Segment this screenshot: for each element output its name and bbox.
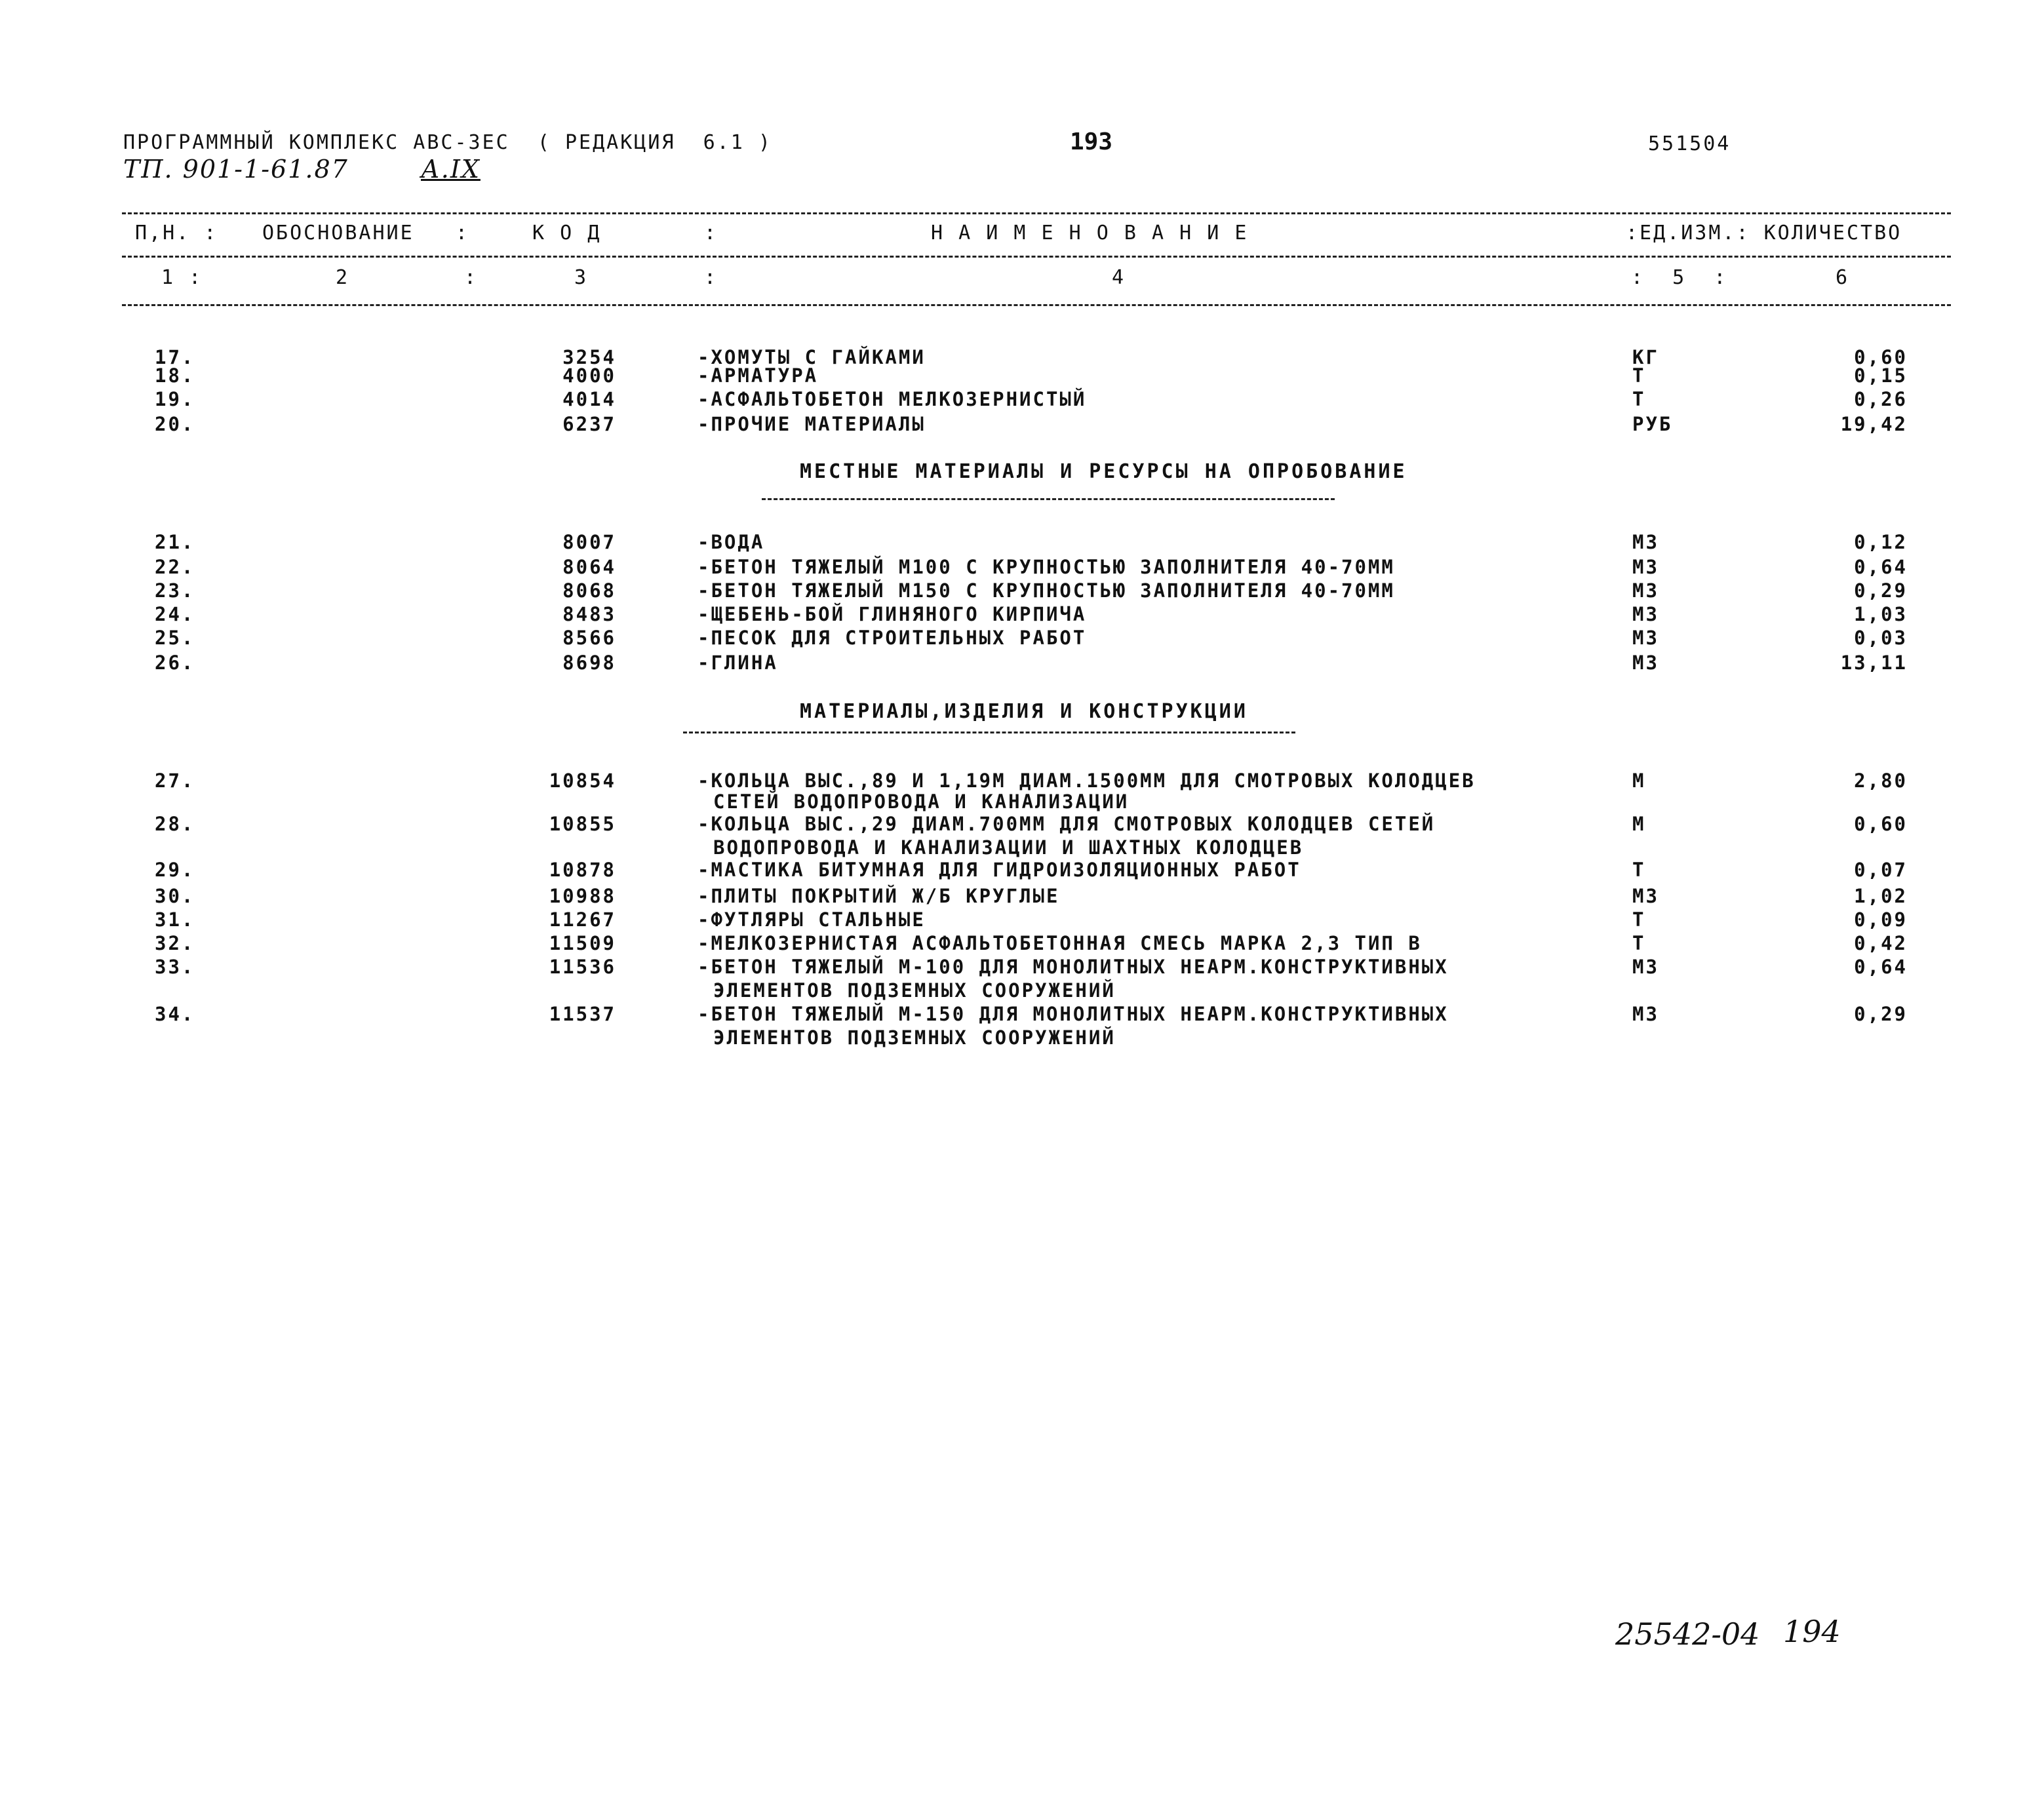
row-name-continuation: СЕТЕЙ ВОДОПРОВОДА И КАНАЛИЗАЦИИ xyxy=(713,791,1130,813)
row-number: 22. xyxy=(155,556,195,578)
section-title-local-materials: МЕСТНЫЕ МАТЕРИАЛЫ И РЕСУРСЫ НА ОПРОБОВАНИЕ xyxy=(800,460,1407,483)
row-name-continuation: ЭЛЕМЕНТОВ ПОДЗЕМНЫХ СООРУЖЕНИЙ xyxy=(713,979,1116,1002)
row-code: 11509 xyxy=(549,932,616,954)
row-unit: М xyxy=(1632,770,1646,792)
row-code: 10854 xyxy=(549,770,616,792)
project-stamp: ТП. 901-1-61.87 xyxy=(123,155,349,184)
row-quantity: 2,80 xyxy=(1854,770,1908,792)
row-code: 10855 xyxy=(549,813,616,835)
col-header-num: П,Н. : xyxy=(135,222,218,244)
document-code: 551504 xyxy=(1648,132,1731,155)
table-row xyxy=(0,413,2044,437)
row-unit: М3 xyxy=(1632,556,1659,578)
program-header: ПРОГРАММНЫЙ КОМПЛЕКС АВС-ЗЕС ( РЕДАКЦИЯ 6.1 ) xyxy=(123,131,772,154)
row-name: -АСФАЛЬТОБЕТОН МЕЛКОЗЕРНИСТЫЙ xyxy=(698,388,1087,410)
row-quantity: 1,02 xyxy=(1854,885,1908,907)
row-quantity: 0,60 xyxy=(1854,813,1908,835)
row-number: 32. xyxy=(155,932,195,954)
row-name: -МЕЛКОЗЕРНИСТАЯ АСФАЛЬТОБЕТОННАЯ СМЕСЬ МАРКА 2,3 ТИП В xyxy=(698,932,1422,954)
row-unit: Т xyxy=(1632,388,1646,410)
row-quantity: 1,03 xyxy=(1854,603,1908,625)
handwritten-code: 25542-04 xyxy=(1615,1616,1760,1652)
row-code: 10988 xyxy=(549,885,616,907)
row-number: 31. xyxy=(155,908,195,931)
row-quantity: 0,29 xyxy=(1854,579,1908,602)
row-number: 23. xyxy=(155,579,195,602)
row-quantity: 13,11 xyxy=(1840,652,1908,674)
row-code: 11267 xyxy=(549,908,616,931)
table-row xyxy=(0,579,2044,603)
row-unit: М3 xyxy=(1632,531,1659,553)
table-row xyxy=(0,388,2044,412)
row-name: -КОЛЬЦА ВЫС.,29 ДИАМ.700ММ ДЛЯ СМОТРОВЫХ КОЛОДЦЕВ СЕТЕЙ xyxy=(698,813,1436,835)
row-name: -ФУТЛЯРЫ СТАЛЬНЫЕ xyxy=(698,908,926,931)
handwritten-page-number: 194 xyxy=(1783,1614,1841,1649)
col-header-sep: : xyxy=(704,222,718,244)
row-quantity: 0,60 xyxy=(1854,346,1908,368)
table-top-rule xyxy=(122,212,1951,214)
row-unit: Т xyxy=(1632,908,1646,931)
row-number: 18. xyxy=(155,364,195,387)
row-unit: М3 xyxy=(1632,579,1659,602)
table-row xyxy=(0,885,2044,908)
table-row xyxy=(0,1003,2044,1026)
col-header-code: К О Д xyxy=(532,222,602,244)
table-row xyxy=(0,652,2044,675)
row-name: -ЩЕБЕНЬ-БОЙ ГЛИНЯНОГО КИРПИЧА xyxy=(698,603,1087,625)
row-quantity: 0,42 xyxy=(1854,932,1908,954)
row-name: -БЕТОН ТЯЖЕЛЫЙ М150 С КРУПНОСТЬЮ ЗАПОЛНИТЕЛЯ 40-70ММ xyxy=(698,579,1395,602)
row-code: 8483 xyxy=(562,603,616,625)
row-quantity: 0,12 xyxy=(1854,531,1908,553)
row-number: 24. xyxy=(155,603,195,625)
row-quantity: 0,64 xyxy=(1854,556,1908,578)
row-number: 28. xyxy=(155,813,195,835)
col-number-3: 3 xyxy=(574,266,589,289)
row-code: 11536 xyxy=(549,956,616,978)
row-unit: Т xyxy=(1632,859,1646,881)
table-row xyxy=(0,364,2044,388)
row-unit: М3 xyxy=(1632,885,1659,907)
row-unit: М3 xyxy=(1632,627,1659,649)
table-row xyxy=(0,859,2044,882)
table-row xyxy=(0,603,2044,627)
row-number: 20. xyxy=(155,413,195,435)
row-unit: М3 xyxy=(1632,956,1659,978)
row-unit: Т xyxy=(1632,932,1646,954)
row-unit: М3 xyxy=(1632,603,1659,625)
col-number-4: 4 xyxy=(1112,266,1126,289)
col-number-5: : 5 : xyxy=(1631,266,1728,289)
row-code: 6237 xyxy=(562,413,616,435)
row-code: 4014 xyxy=(562,388,616,410)
row-name: -ПЛИТЫ ПОКРЫТИЙ Ж/Б КРУГЛЫЕ xyxy=(698,885,1060,907)
row-quantity: 19,42 xyxy=(1840,413,1908,435)
col-number-2: 2 xyxy=(336,266,350,289)
row-name: -АРМАТУРА xyxy=(698,364,819,387)
col-header-basis: ОБОСНОВАНИЕ : xyxy=(262,222,469,244)
row-code: 8068 xyxy=(562,579,616,602)
row-name: -ГЛИНА xyxy=(698,652,778,674)
row-name-continuation: ЭЛЕМЕНТОВ ПОДЗЕМНЫХ СООРУЖЕНИЙ xyxy=(713,1026,1116,1049)
row-name: -БЕТОН ТЯЖЕЛЫЙ М-100 ДЛЯ МОНОЛИТНЫХ НЕАРМ.КОНСТРУКТИВНЫХ xyxy=(698,956,1449,978)
table-row xyxy=(0,531,2044,555)
row-unit: М3 xyxy=(1632,652,1659,674)
row-code: 11537 xyxy=(549,1003,616,1025)
row-code: 8698 xyxy=(562,652,616,674)
row-number: 29. xyxy=(155,859,195,881)
row-code: 10878 xyxy=(549,859,616,881)
row-quantity: 0,15 xyxy=(1854,364,1908,387)
row-name: -МАСТИКА БИТУМНАЯ ДЛЯ ГИДРОИЗОЛЯЦИОННЫХ РАБОТ xyxy=(698,859,1301,881)
row-code: 8566 xyxy=(562,627,616,649)
table-body-rule xyxy=(122,304,1951,306)
row-quantity: 0,26 xyxy=(1854,388,1908,410)
row-code: 3254 xyxy=(562,346,616,368)
table-row xyxy=(0,932,2044,956)
row-number: 17. xyxy=(155,346,195,368)
row-name: -ПЕСОК ДЛЯ СТРОИТЕЛЬНЫХ РАБОТ xyxy=(698,627,1087,649)
row-quantity: 0,03 xyxy=(1854,627,1908,649)
row-number: 33. xyxy=(155,956,195,978)
row-name: -ВОДА xyxy=(698,531,765,553)
row-number: 30. xyxy=(155,885,195,907)
row-quantity: 0,64 xyxy=(1854,956,1908,978)
section-underline xyxy=(683,732,1295,733)
row-number: 34. xyxy=(155,1003,195,1025)
col-header-name: Н А И М Е Н О В А Н И Е xyxy=(931,222,1249,244)
col-number-4-sep: : xyxy=(704,266,718,289)
row-name: -БЕТОН ТЯЖЕЛЫЙ М100 С КРУПНОСТЬЮ ЗАПОЛНИТЕЛЯ 40-70ММ xyxy=(698,556,1395,578)
album-number: А.IX xyxy=(421,155,481,184)
row-unit: РУБ xyxy=(1632,413,1673,435)
table-row xyxy=(0,556,2044,579)
row-code: 8064 xyxy=(562,556,616,578)
row-number: 27. xyxy=(155,770,195,792)
row-quantity: 0,09 xyxy=(1854,908,1908,931)
row-quantity: 0,29 xyxy=(1854,1003,1908,1025)
section-underline xyxy=(762,498,1335,500)
table-row xyxy=(0,908,2044,932)
col-header-unit-qty: :ЕД.ИЗМ.: КОЛИЧЕСТВО xyxy=(1626,222,1902,244)
row-number: 25. xyxy=(155,627,195,649)
table-header-rule xyxy=(122,256,1951,258)
row-name: -ХОМУТЫ С ГАЙКАМИ xyxy=(698,346,926,368)
col-number-1: 1 : xyxy=(161,266,203,289)
section-title-materials-products: МАТЕРИАЛЫ,ИЗДЕЛИЯ И КОНСТРУКЦИИ xyxy=(800,700,1248,723)
page-number: 193 xyxy=(1070,128,1113,155)
col-number-6: 6 xyxy=(1836,266,1850,289)
row-name-continuation: ВОДОПРОВОДА И КАНАЛИЗАЦИИ И ШАХТНЫХ КОЛОДЦЕВ xyxy=(713,836,1304,859)
row-code: 8007 xyxy=(562,531,616,553)
row-quantity: 0,07 xyxy=(1854,859,1908,881)
row-name: -БЕТОН ТЯЖЕЛЫЙ М-150 ДЛЯ МОНОЛИТНЫХ НЕАРМ.КОНСТРУКТИВНЫХ xyxy=(698,1003,1449,1025)
row-unit: М3 xyxy=(1632,1003,1659,1025)
row-number: 21. xyxy=(155,531,195,553)
table-row xyxy=(0,956,2044,979)
row-number: 19. xyxy=(155,388,195,410)
row-name: -КОЛЬЦА ВЫС.,89 И 1,19М ДИАМ.1500ММ ДЛЯ СМОТРОВЫХ КОЛОДЦЕВ xyxy=(698,770,1476,792)
table-row xyxy=(0,770,2044,793)
table-row xyxy=(0,813,2044,836)
row-name: -ПРОЧИЕ МАТЕРИАЛЫ xyxy=(698,413,926,435)
row-number: 26. xyxy=(155,652,195,674)
row-code: 4000 xyxy=(562,364,616,387)
row-unit: КГ xyxy=(1632,346,1659,368)
row-unit: М xyxy=(1632,813,1646,835)
row-unit: Т xyxy=(1632,364,1646,387)
table-row xyxy=(0,627,2044,650)
col-number-2-sep: : xyxy=(464,266,479,289)
